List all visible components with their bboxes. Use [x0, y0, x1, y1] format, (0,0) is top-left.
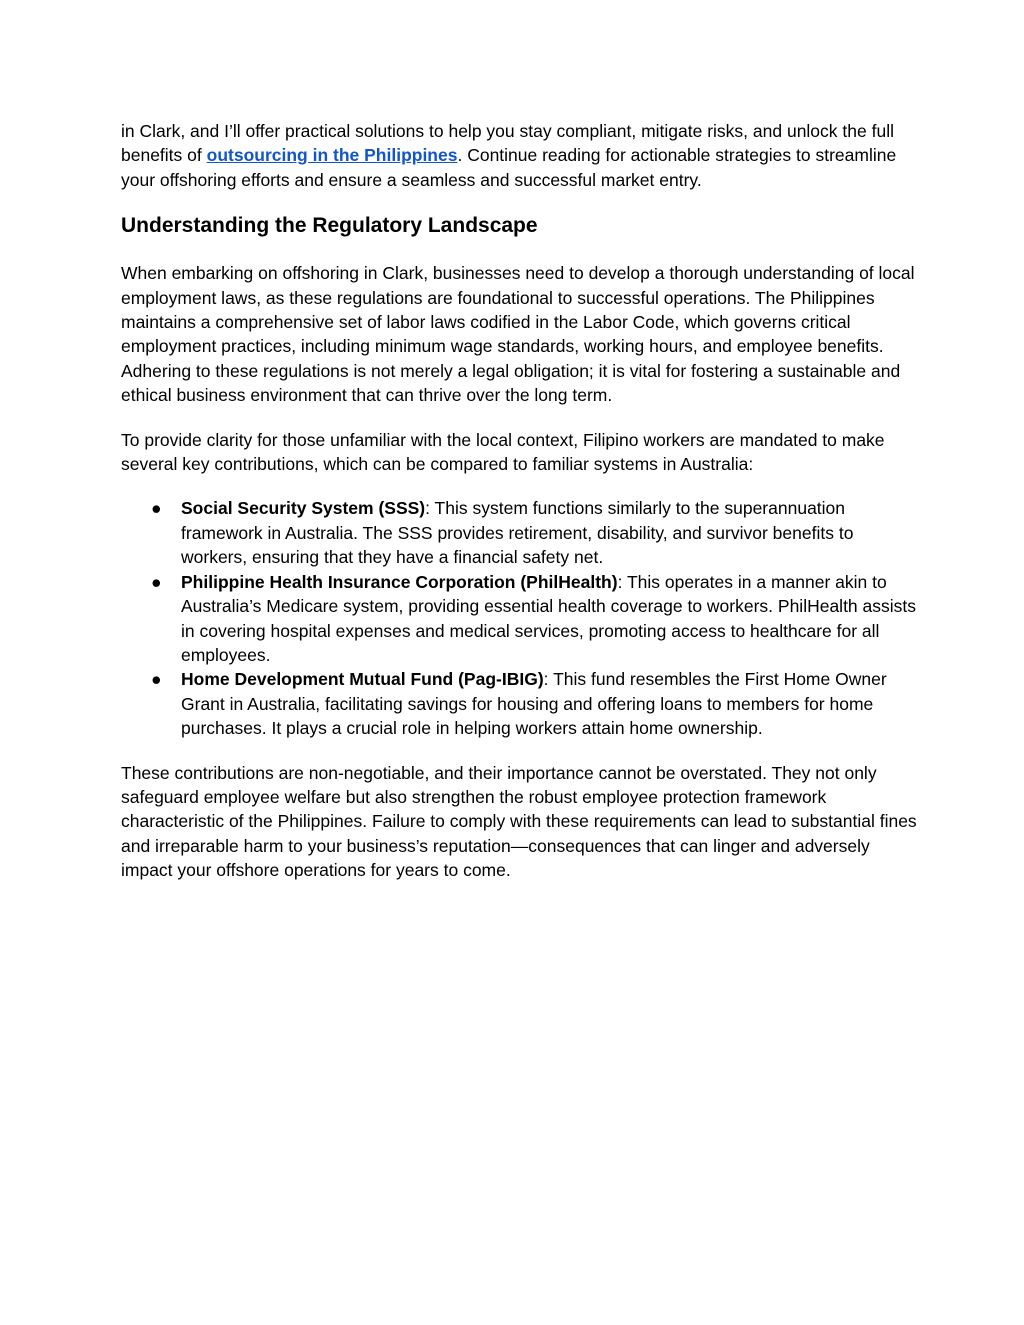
list-item-text: : This fund resembles the First Home Owner Grant in Australia, facilitating savings for housing and offering loans to members for home purchases. It plays a crucial role in helping workers attain home ownership.	[181, 669, 887, 739]
outsourcing-philippines-link[interactable]: outsourcing in the Philippines	[206, 145, 458, 166]
list-item-title: Philippine Health Insurance Corporation (PhilHealth)	[181, 571, 618, 592]
intro-text-after-link: . Continue reading for actionable strategies to streamline your offshoring efforts and ensure a seamless and successful market entry.	[121, 145, 897, 190]
bullet-icon: ●	[151, 669, 162, 690]
body-paragraph-contributions-intro: To provide clarity for those unfamiliar with the local context, Filipino workers are mandated to make several key contributions, which can be compared to familiar systems in Australia:	[121, 429, 885, 475]
list-item-title: Social Security System (SSS)	[181, 498, 426, 519]
list-item-pag-ibig	[121, 667, 921, 740]
section-heading: Understanding the Regulatory Landscape	[121, 214, 538, 238]
closing-paragraph: These contributions are non-negotiable, and their importance cannot be overstated. They not only safeguard employee welfare but also strengthen the robust employee protection framework characteristic of the Philippines. Failure to comply with these requirements can lead to substantial fines and irreparable harm to your business’s reputation—consequences that can linger and adversely impact your offshore operations for years to come.	[121, 762, 917, 881]
list-item-sss	[121, 496, 921, 569]
document-page	[121, 119, 921, 883]
bullet-icon: ●	[151, 571, 162, 592]
list-item-text: : This system functions similarly to the superannuation framework in Australia. The SSS provides retirement, disability, and survivor benefits to workers, ensuring that they have a financial safety net.	[181, 498, 854, 568]
bullet-icon: ●	[151, 498, 162, 519]
intro-text-before-link: in Clark, and I’ll offer practical solutions to help you stay compliant, mitigate risks, and unlock the full benefits of	[121, 121, 894, 166]
contributions-list	[121, 496, 921, 740]
list-item-philhealth	[121, 570, 921, 668]
list-item-text: : This operates in a manner akin to Australia’s Medicare system, providing essential health coverage to workers. PhilHealth assists in covering hospital expenses and medical services, promoting access to healthcare for all employees.	[181, 571, 917, 665]
body-paragraph-employment-laws: When embarking on offshoring in Clark, businesses need to develop a thorough understanding of local employment laws, as these regulations are foundational to successful operations. The Philippines maintains a comprehensive set of labor laws codified in the Labor Code, which governs critical employment practices, including minimum wage standards, working hours, and employee benefits. Adhering to these regulations is not merely a legal obligation; it is vital for fostering a sustainable and ethical business environment that can thrive over the long term.	[121, 263, 915, 406]
intro-paragraph	[121, 119, 921, 192]
list-item-title: Home Development Mutual Fund (Pag-IBIG)	[181, 669, 544, 690]
